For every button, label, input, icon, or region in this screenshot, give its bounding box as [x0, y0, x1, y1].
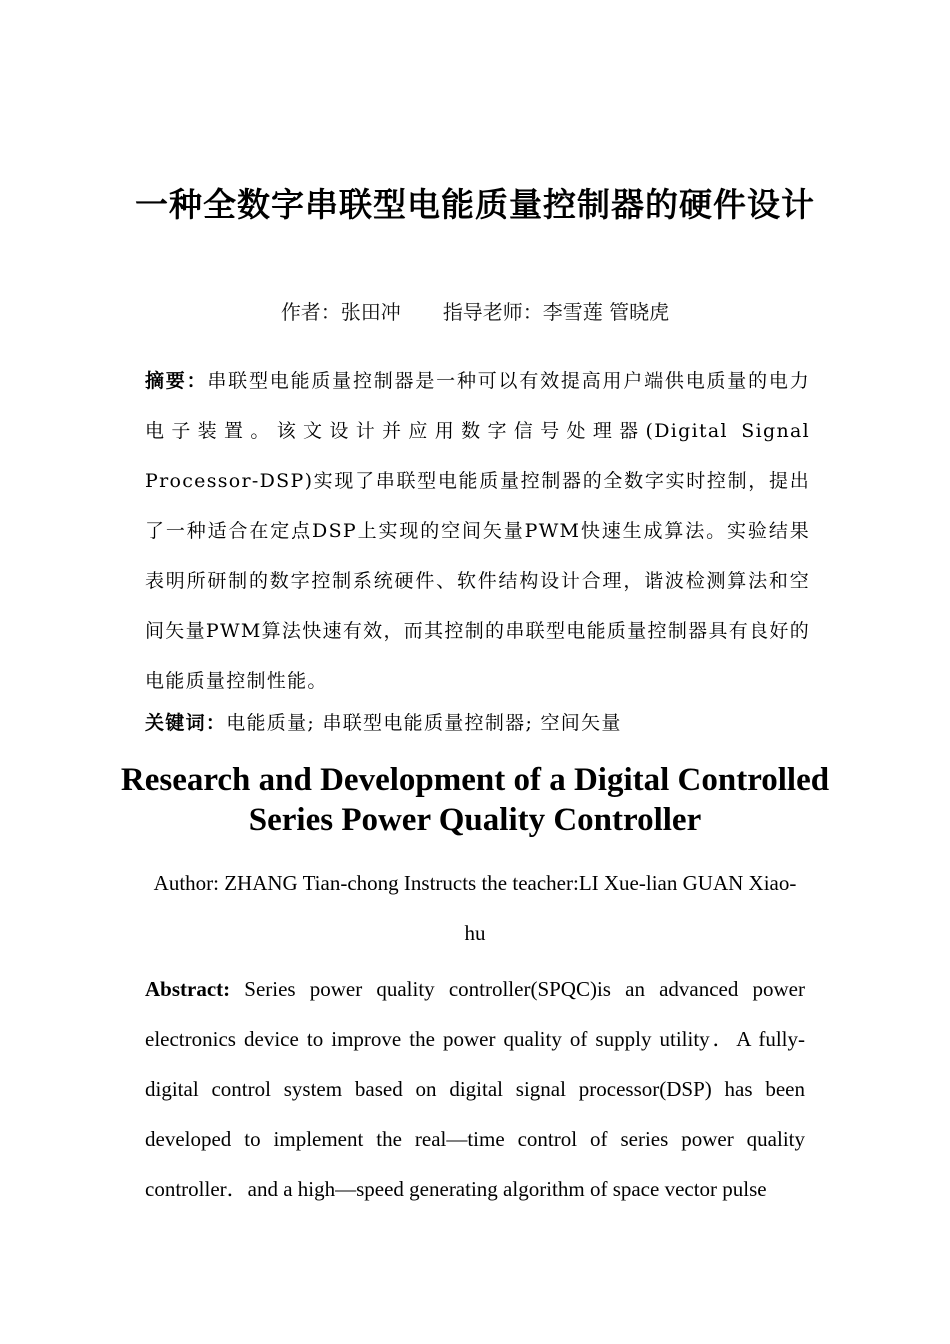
chinese-title: 一种全数字串联型电能质量控制器的硬件设计	[135, 185, 815, 224]
english-author-line: Author: ZHANG Tian-chong Instructs the teacher:LI Xue-lian GUAN Xiao-hu	[153, 871, 797, 945]
chinese-author: 作者：张田冲	[280, 300, 401, 324]
chinese-advisor: 指导老师：李雪莲 管晓虎	[442, 300, 670, 324]
chinese-keywords-label: 关键词：	[145, 712, 227, 734]
chinese-abstract-label: 摘要：	[145, 370, 208, 392]
english-abstract	[145, 964, 805, 1214]
chinese-keywords-text: 电能质量; 串联型电能质量控制器; 空间矢量	[226, 712, 622, 734]
english-abstract-label: Abstract:	[145, 977, 231, 1001]
chinese-abstract-text: 串联型电能质量控制器是一种可以有效提高用户端供电质量的电力电子装置。该文设计并应用数字信号处理器(Digital Signal Processor-DSP)实现了串联型电能质量控制器的全数字实时控制，提出了一种适合在定点DSP上实现的空间矢量PWM快速生成算法。实验结果表明所研制的数字控制系统硬件、软件结构设计合理，谐波检测算法和空间矢量PWM算法快速有效，而其控制的串联型电能质量控制器具有良好的电能质量控制性能。	[145, 370, 810, 692]
chinese-abstract	[145, 356, 810, 706]
chinese-author-line	[0, 297, 950, 327]
chinese-keywords	[145, 704, 810, 742]
english-title: Research and Development of a Digital Controlled Series Power Quality Controller	[120, 762, 830, 838]
english-abstract-text: Series power quality controller(SPQC)is an advanced power electronics device to improve the power quality of supply utility．A fully-digital control system based on digital signal processor(DSP) has been developed to implement the real—time control of series power quality controller．and a high—speed generating algorithm of space vector pulse	[145, 977, 805, 1201]
